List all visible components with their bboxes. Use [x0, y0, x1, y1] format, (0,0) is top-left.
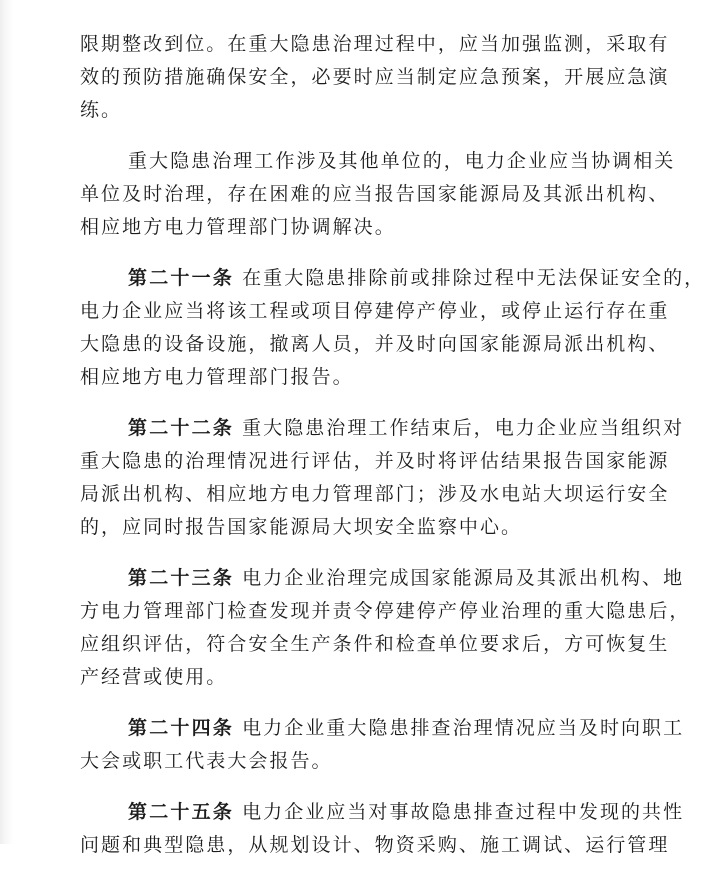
- text-line: 方电力管理部门检查发现并责令停建停产停业治理的重大隐患后，: [80, 600, 691, 622]
- article-number: 第二十二条: [128, 417, 235, 439]
- text-line: 限期整改到位。在重大隐患治理过程中，应当加强监测，采取有: [80, 33, 670, 55]
- document-body: [80, 28, 706, 880]
- article-text: 电力企业重大隐患排查治理情况应当及时向职工: [242, 717, 685, 739]
- text-line: 局派出机构、相应地方电力管理部门；涉及水电站大坝运行安全: [80, 483, 670, 505]
- text-line: 单位及时治理，存在困难的应当报告国家能源局及其派出机构、: [80, 183, 670, 205]
- text-line: 练。: [80, 99, 123, 121]
- text-line: 电力企业应当将该工程或项目停建停产停业，或停止运行存在重: [80, 300, 670, 322]
- paragraph-coordination: [80, 145, 676, 244]
- article-number: 第二十四条: [128, 717, 235, 739]
- text-line: 问题和典型隐患，从规划设计、物资采购、施工调试、运行管理: [80, 834, 670, 856]
- text-line: 效的预防措施确保安全，必要时应当制定应急预案，开展应急演: [80, 66, 670, 88]
- text-line: [80, 262, 706, 295]
- article-number: 第二十五条: [128, 801, 235, 823]
- text-line: 相应地方电力管理部门协调解决。: [80, 216, 396, 238]
- text-line: 大隐患的设备设施，撤离人员，并及时向国家能源局派出机构、: [80, 333, 670, 355]
- text-line: 重大隐患的治理情况进行评估，并及时将评估结果报告国家能源: [80, 450, 670, 472]
- text-line: 的，应同时报告国家能源局大坝安全监察中心。: [80, 516, 523, 538]
- article-number: 第二十三条: [128, 567, 235, 589]
- article-text: 重大隐患治理工作结束后，电力企业应当组织对: [242, 417, 685, 439]
- article-25: [80, 796, 685, 862]
- article-text: 在重大隐患排除前或排除过程中无法保证安全的，: [242, 267, 706, 289]
- article-24: [80, 712, 685, 778]
- text-line: [80, 562, 685, 595]
- text-line: 重大隐患治理工作涉及其他单位的，电力企业应当协调相关: [128, 150, 676, 172]
- text-line: [80, 712, 685, 745]
- text-line: [80, 412, 685, 445]
- text-line: 应组织评估，符合安全生产条件和检查单位要求后，方可恢复生: [80, 633, 670, 655]
- article-text: 电力企业应当对事故隐患排查过程中发现的共性: [242, 801, 685, 823]
- paragraph-rectification: [80, 28, 670, 127]
- article-23: [80, 562, 691, 694]
- text-line: 大会或职工代表大会报告。: [80, 750, 333, 772]
- text-line: 相应地方电力管理部门报告。: [80, 366, 354, 388]
- text-line: [80, 796, 685, 829]
- text-line: 产经营或使用。: [80, 666, 228, 688]
- article-number: 第二十一条: [128, 267, 235, 289]
- article-22: [80, 412, 685, 544]
- article-21: [80, 262, 706, 394]
- article-text: 电力企业治理完成国家能源局及其派出机构、地: [242, 567, 685, 589]
